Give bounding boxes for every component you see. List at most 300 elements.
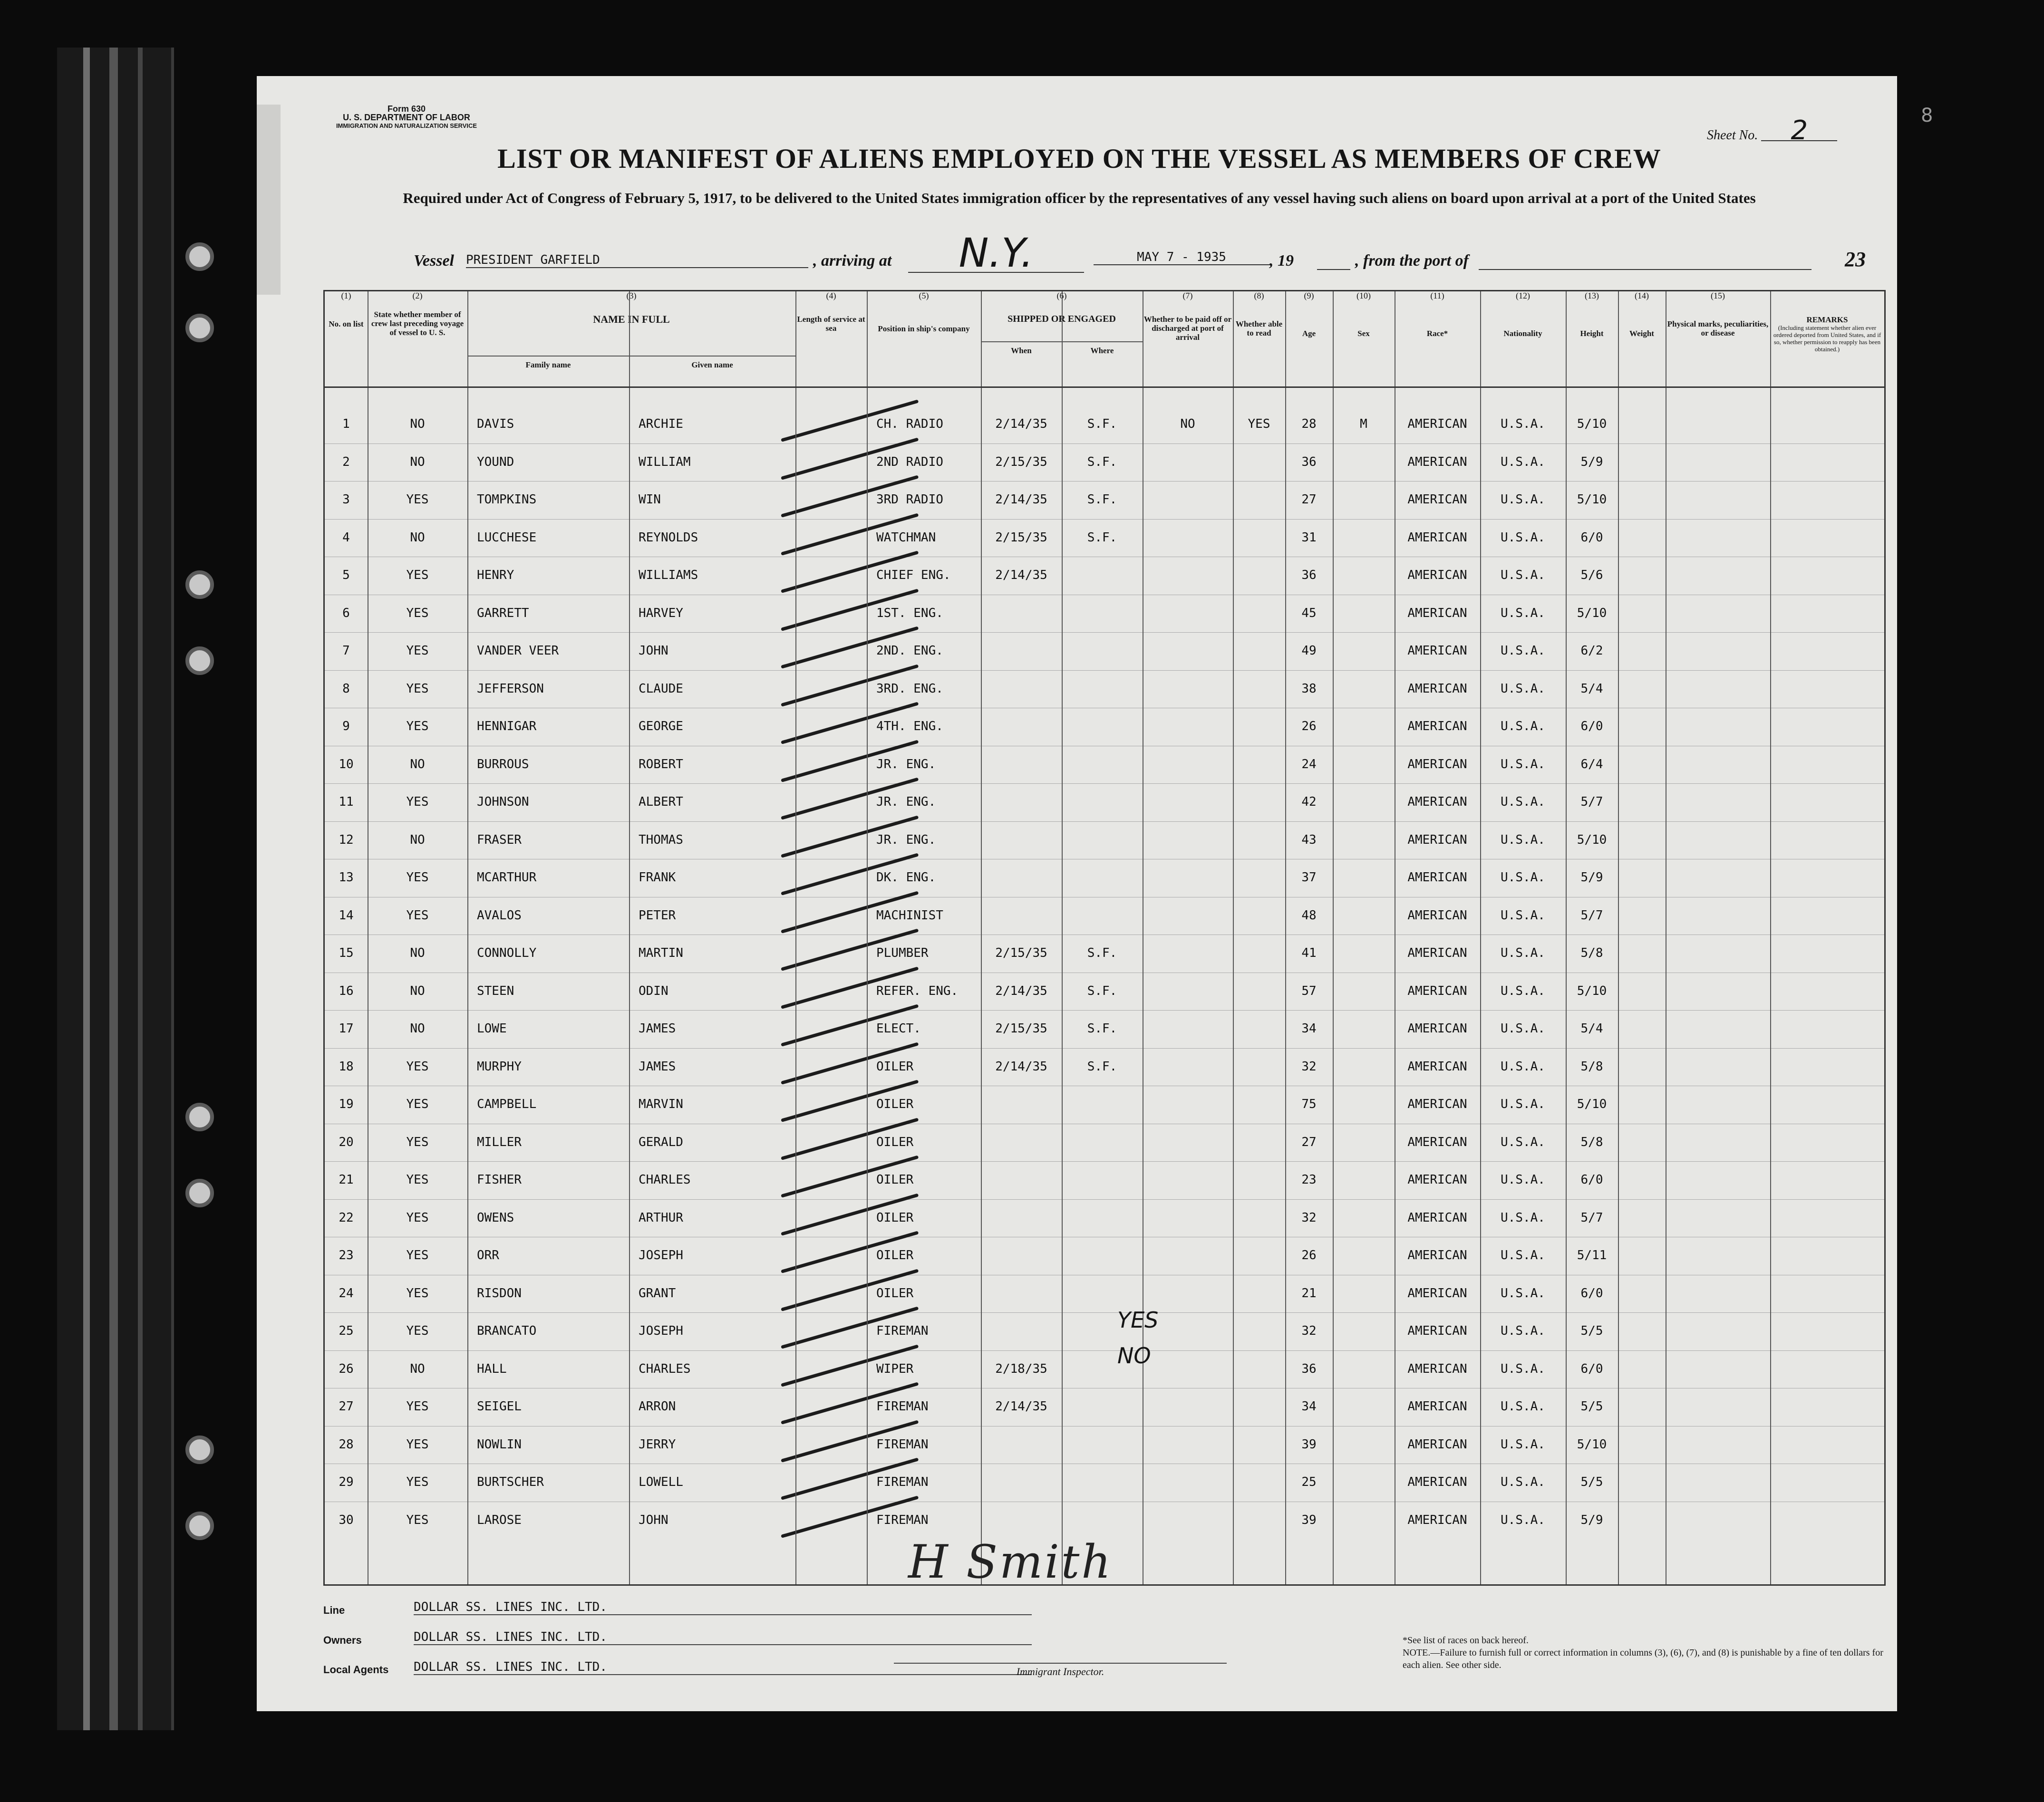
cell-prev: NO [410,757,425,771]
cell-age: 26 [1301,1248,1317,1262]
footnote [1403,1634,1888,1671]
cell-nationality: U.S.A. [1501,1324,1545,1338]
cell-position: JR. ENG. [876,832,936,847]
cell-nationality: U.S.A. [1501,946,1545,960]
cell-height: 5/7 [1580,795,1603,809]
column-label: Nationality [1503,329,1542,338]
cell-family: FRASER [477,832,522,847]
service-name: IMMIGRATION AND NATURALIZATION SERVICE [336,122,477,129]
cell-height: 5/10 [1577,1097,1607,1111]
cell-nationality: U.S.A. [1501,1097,1545,1111]
cell-when: 2/15/35 [995,946,1047,960]
cell-height: 6/0 [1580,1286,1603,1301]
cell-position: 2ND. ENG. [876,644,943,658]
cell-age: 32 [1301,1059,1317,1074]
cell-nationality: U.S.A. [1501,1513,1545,1527]
cell-family: JOHNSON [477,795,529,809]
binder-hole [185,570,214,599]
column-rule [1062,291,1063,1584]
binder-hole [185,1512,214,1540]
cell-family: BURROUS [477,757,529,771]
cell-prev: YES [406,719,429,733]
cell-given: MARTIN [639,946,683,960]
cell-position: OILER [876,1286,914,1301]
cell-when: 2/15/35 [995,530,1047,545]
column-rule [981,291,982,1584]
owners-value: DOLLAR SS. LINES INC. LTD. [414,1630,1032,1645]
cell-prev: YES [406,644,429,658]
column-number: (11) [1430,291,1444,300]
cell-position: ELECT. [876,1021,921,1036]
cell-prev: YES [406,1210,429,1225]
cell-prev: NO [410,983,425,998]
cell-where: S.F. [1087,492,1117,507]
cell-family: NOWLIN [477,1437,522,1452]
cell-family: HENRY [477,568,514,582]
vessel-name: PRESIDENT GARFIELD [466,253,808,268]
cell-nationality: U.S.A. [1501,681,1545,696]
cell-no: 29 [339,1475,354,1489]
crew-manifest-table [323,290,1886,1586]
cell-no: 23 [339,1248,354,1262]
cell-prev: YES [406,1475,429,1489]
cell-given: CLAUDE [639,681,683,696]
sheet-content [271,86,1888,1702]
cell-nationality: U.S.A. [1501,530,1545,545]
row-rule [325,1199,1884,1200]
cell-prev: YES [406,1324,429,1338]
cell-age: 32 [1301,1324,1317,1338]
column-label: State whether member of crew last preceding voyage of vessel to U. S. [371,310,464,337]
cell-age: 36 [1301,568,1317,582]
column-rule [1770,291,1771,1584]
cell-given: ROBERT [639,757,683,771]
cell-no: 8 [342,681,350,696]
cell-where: S.F. [1087,946,1117,960]
cell-position: FIREMAN [876,1437,929,1452]
cell-given: HARVEY [639,606,683,620]
column-label: REMARKS [1806,315,1848,324]
column-label: No. on list [329,319,364,328]
cell-position: FIREMAN [876,1513,929,1527]
cell-race: AMERICAN [1407,1324,1467,1338]
column-rule [1285,291,1286,1584]
row-rule [325,1010,1884,1011]
cell-given: GEORGE [639,719,683,733]
cell-family: CAMPBELL [477,1097,537,1111]
cell-family: BRANCATO [477,1324,537,1338]
cell-no: 11 [339,795,354,809]
column-header-no [325,291,368,328]
cell-prev: NO [410,454,425,469]
cell-family: YOUND [477,454,514,469]
department-name: U. S. DEPARTMENT OF LABOR [343,113,470,122]
cell-where: S.F. [1087,1059,1117,1074]
cell-prev: NO [410,417,425,431]
cell-prev: NO [410,832,425,847]
cell-position: 4TH. ENG. [876,719,943,733]
cell-nationality: U.S.A. [1501,1475,1545,1489]
cell-position: JR. ENG. [876,795,936,809]
cell-age: 48 [1301,908,1317,923]
cell-age: 36 [1301,454,1317,469]
cell-age: 27 [1301,1135,1317,1149]
cell-height: 5/8 [1580,1135,1603,1149]
cell-no: 17 [339,1021,354,1036]
name-subheader-rule [467,356,795,357]
cell-race: AMERICAN [1407,1399,1467,1414]
column-header-nationality [1480,291,1566,338]
sheet-number-label: Sheet No. [1707,128,1758,143]
agents-value: DOLLAR SS. LINES INC. LTD. [414,1660,1032,1675]
cell-race: AMERICAN [1407,1248,1467,1262]
cell-no: 3 [342,492,350,507]
sheet-number-value: 2 [1761,121,1837,141]
cell-no: 12 [339,832,354,847]
column-number: (4) [826,291,836,300]
cell-position: MACHINIST [876,908,943,923]
cell-race: AMERICAN [1407,1021,1467,1036]
cell-age: 23 [1301,1173,1317,1187]
cell-age: 32 [1301,1210,1317,1225]
cell-race: AMERICAN [1407,530,1467,545]
cell-nationality: U.S.A. [1501,1248,1545,1262]
cell-race: AMERICAN [1407,1475,1467,1489]
cell-position: WIPER [876,1361,914,1376]
header-rule [325,386,1884,388]
cell-no: 24 [339,1286,354,1301]
column-number: (14) [1635,291,1649,300]
cell-where: S.F. [1087,530,1117,545]
cell-nationality: U.S.A. [1501,492,1545,507]
cell-height: 6/2 [1580,644,1603,658]
cell-height: 5/10 [1577,983,1607,998]
column-rule [795,291,796,1584]
page-number: 23 [1845,248,1866,271]
cell-age: 75 [1301,1097,1317,1111]
cell-race: AMERICAN [1407,644,1467,658]
cell-no: 20 [339,1135,354,1149]
cell-given: GERALD [639,1135,683,1149]
cell-height: 5/7 [1580,1210,1603,1225]
column-header-physical-marks [1666,291,1770,337]
column-header-age [1285,291,1333,338]
cell-no: 18 [339,1059,354,1074]
column-number: (12) [1516,291,1530,300]
cell-position: OILER [876,1135,914,1149]
cell-position: DK. ENG. [876,870,936,885]
column-label: Weight [1629,329,1654,338]
row-rule [325,1048,1884,1049]
column-number: (10) [1356,291,1371,300]
cell-nationality: U.S.A. [1501,606,1545,620]
cell-given: THOMAS [639,832,683,847]
cell-race: AMERICAN [1407,1286,1467,1301]
cell-race: AMERICAN [1407,606,1467,620]
cell-no: 28 [339,1437,354,1452]
cell-race: AMERICAN [1407,1173,1467,1187]
cell-prev: NO [410,946,425,960]
binder-hole [185,1179,214,1207]
cell-where: S.F. [1087,1021,1117,1036]
cell-given: WIN [639,492,661,507]
cell-prev: YES [406,606,429,620]
cell-height: 6/0 [1580,1361,1603,1376]
cell-no: 26 [339,1361,354,1376]
cell-given: GRANT [639,1286,676,1301]
cell-age: 43 [1301,832,1317,847]
column-number: (7) [1182,291,1193,300]
cell-prev: YES [406,1399,429,1414]
cell-race: AMERICAN [1407,983,1467,998]
cell-height: 6/4 [1580,757,1603,771]
cell-when: 2/14/35 [995,568,1047,582]
column-rule [1566,291,1567,1584]
cell-height: 5/5 [1580,1399,1603,1414]
column-header-given-name: Given name [691,360,733,369]
cell-age: 39 [1301,1437,1317,1452]
binder-strip [138,48,143,1730]
cell-when: 2/14/35 [995,1059,1047,1074]
column-rule [467,291,468,1584]
cell-position: OILER [876,1210,914,1225]
cell-family: HALL [477,1361,507,1376]
column-number: (13) [1585,291,1599,300]
cell-family: OWENS [477,1210,514,1225]
inspector-signature: H Smith [908,1535,1113,1589]
cell-nationality: U.S.A. [1501,1210,1545,1225]
corner-mark: 8 [1921,105,1933,126]
cell-age: 26 [1301,719,1317,733]
column-header-remarks [1770,315,1884,353]
cell-height: 5/7 [1580,908,1603,923]
vessel-line [414,230,1869,276]
cell-sex: M [1360,417,1367,431]
cell-age: 41 [1301,946,1317,960]
races-footnote: *See list of races on back hereof. [1403,1635,1529,1646]
cell-height: 6/0 [1580,1173,1603,1187]
binder-strip [109,48,118,1730]
cell-prev: YES [406,1248,429,1262]
cell-height: 5/10 [1577,606,1607,620]
cell-height: 6/0 [1580,530,1603,545]
cell-nationality: U.S.A. [1501,1135,1545,1149]
cell-family: CONNOLLY [477,946,537,960]
column-label: Position in ship's company [878,324,970,333]
cell-prev: NO [410,1361,425,1376]
cell-no: 6 [342,606,350,620]
cell-prev: YES [406,1286,429,1301]
page-subtitle: Required under Act of Congress of February 5, 1917, to be delivered to the United States immigration officer by the representatives of any vessel having such aliens on board upon arrival at a port of the United States [403,190,1756,206]
cell-height: 5/10 [1577,832,1607,847]
form-identification [321,105,492,130]
cell-nationality: U.S.A. [1501,568,1545,582]
cell-height: 5/10 [1577,492,1607,507]
cell-given: CHARLES [639,1173,691,1187]
binder-hole [185,1436,214,1464]
cell-when: 2/15/35 [995,454,1047,469]
cell-family: TOMPKINS [477,492,537,507]
cell-age: 38 [1301,681,1317,696]
cell-when: 2/18/35 [995,1361,1047,1376]
column-label: NAME IN FULL [593,313,670,325]
cell-family: RISDON [477,1286,522,1301]
cell-nationality: U.S.A. [1501,644,1545,658]
column-header-length-service [795,291,867,333]
cell-age: 27 [1301,492,1317,507]
row-rule [325,1350,1884,1351]
cell-where: S.F. [1087,454,1117,469]
cell-no: 5 [342,568,350,582]
cell-when: 2/14/35 [995,492,1047,507]
column-label: Height [1580,329,1604,338]
cell-family: STEEN [477,983,514,998]
cell-prev: YES [406,1437,429,1452]
cell-nationality: U.S.A. [1501,908,1545,923]
cell-race: AMERICAN [1407,417,1467,431]
cell-height: 5/9 [1580,454,1603,469]
cell-no: 27 [339,1399,354,1414]
cell-no: 25 [339,1324,354,1338]
cell-family: VANDER VEER [477,644,559,658]
cell-position: PLUMBER [876,946,929,960]
cell-prev: YES [406,1135,429,1149]
row-rule [325,519,1884,520]
line-label: Line [323,1604,345,1616]
column-rule [867,291,868,1584]
cell-nationality: U.S.A. [1501,1173,1545,1187]
cell-age: 34 [1301,1021,1317,1036]
cell-age: 37 [1301,870,1317,885]
cell-family: JEFFERSON [477,681,544,696]
cell-given: LOWELL [639,1475,683,1489]
cell-given: PETER [639,908,676,923]
cell-no: 21 [339,1173,354,1187]
cell-position: OILER [876,1059,914,1074]
cell-given: ODIN [639,983,668,998]
row-rule [325,1161,1884,1162]
cell-family: GARRETT [477,606,529,620]
column-header-height [1566,291,1618,338]
cell-age: 49 [1301,644,1317,658]
cell-height: 5/4 [1580,681,1603,696]
arriving-port: N.Y. [908,234,1084,273]
cell-height: 5/11 [1577,1248,1607,1262]
column-rule [1618,291,1619,1584]
cell-position: FIREMAN [876,1324,929,1338]
cell-position: 1ST. ENG. [876,606,943,620]
cell-position: OILER [876,1173,914,1187]
cell-nationality: U.S.A. [1501,870,1545,885]
cell-where: S.F. [1087,417,1117,431]
cell-nationality: U.S.A. [1501,719,1545,733]
cell-age: 21 [1301,1286,1317,1301]
cell-given: REYNOLDS [639,530,698,545]
cell-age: 42 [1301,795,1317,809]
row-rule [325,1312,1884,1313]
cell-prev: YES [406,1173,429,1187]
binder-hole [185,314,214,342]
cell-nationality: U.S.A. [1501,832,1545,847]
cell-race: AMERICAN [1407,1437,1467,1452]
cell-prev: NO [410,1021,425,1036]
column-number: (8) [1254,291,1264,300]
cell-given: JOSEPH [639,1324,683,1338]
paid-off-note-no: NO [1117,1343,1151,1368]
cell-position: 3RD RADIO [876,492,943,507]
cell-prev: YES [406,1097,429,1111]
cell-nationality: U.S.A. [1501,1361,1545,1376]
year-field [1317,253,1350,270]
cell-given: JERRY [639,1437,676,1452]
cell-age: 45 [1301,606,1317,620]
column-label: Length of service at sea [797,315,865,333]
cell-family: DAVIS [477,417,514,431]
binder-hole [185,1103,214,1131]
cell-height: 5/5 [1580,1475,1603,1489]
cell-race: AMERICAN [1407,832,1467,847]
cell-no: 10 [339,757,354,771]
cell-race: AMERICAN [1407,1097,1467,1111]
cell-no: 16 [339,983,354,998]
cell-when: 2/14/35 [995,417,1047,431]
cell-given: JOHN [639,644,668,658]
column-header-race [1395,291,1480,338]
cell-position: 2ND RADIO [876,454,943,469]
cell-position: FIREMAN [876,1475,929,1489]
cell-family: FISHER [477,1173,522,1187]
cell-race: AMERICAN [1407,946,1467,960]
binder-hole [185,646,214,675]
from-port-field [1479,253,1812,270]
column-rule [1333,291,1334,1584]
cell-prev: YES [406,795,429,809]
cell-given: ALBERT [639,795,683,809]
cell-race: AMERICAN [1407,757,1467,771]
cell-nationality: U.S.A. [1501,417,1545,431]
cell-no: 13 [339,870,354,885]
cell-race: AMERICAN [1407,1210,1467,1225]
cell-no: 30 [339,1513,354,1527]
cell-nationality: U.S.A. [1501,795,1545,809]
cell-given: JAMES [639,1021,676,1036]
cell-read: YES [1248,417,1270,431]
cell-no: 14 [339,908,354,923]
cell-nationality: U.S.A. [1501,454,1545,469]
cell-family: BURTSCHER [477,1475,544,1489]
cell-prev: NO [410,530,425,545]
column-header-when: When [1011,346,1032,355]
binder-hole [185,242,214,271]
cell-position: OILER [876,1097,914,1111]
cell-height: 5/10 [1577,1437,1607,1452]
penalty-note: NOTE.—Failure to furnish full or correct information in columns (3), (6), (7), and (8) is punishable by a fine of ten dollars for each alien. See other side. [1403,1648,1883,1670]
cell-race: AMERICAN [1407,1361,1467,1376]
cell-family: MURPHY [477,1059,522,1074]
cell-family: SEIGEL [477,1399,522,1414]
cell-race: AMERICAN [1407,1059,1467,1074]
cell-family: AVALOS [477,908,522,923]
cell-prev: YES [406,1513,429,1527]
cell-given: WILLIAM [639,454,691,469]
column-header-read [1233,291,1285,337]
agents-label: Local Agents [323,1664,389,1676]
cell-no: 7 [342,644,350,658]
column-label: Whether to be paid off or discharged at port of arrival [1143,315,1232,342]
column-rule [1480,291,1481,1584]
cell-given: ARCHIE [639,417,683,431]
cell-nationality: U.S.A. [1501,1286,1545,1301]
